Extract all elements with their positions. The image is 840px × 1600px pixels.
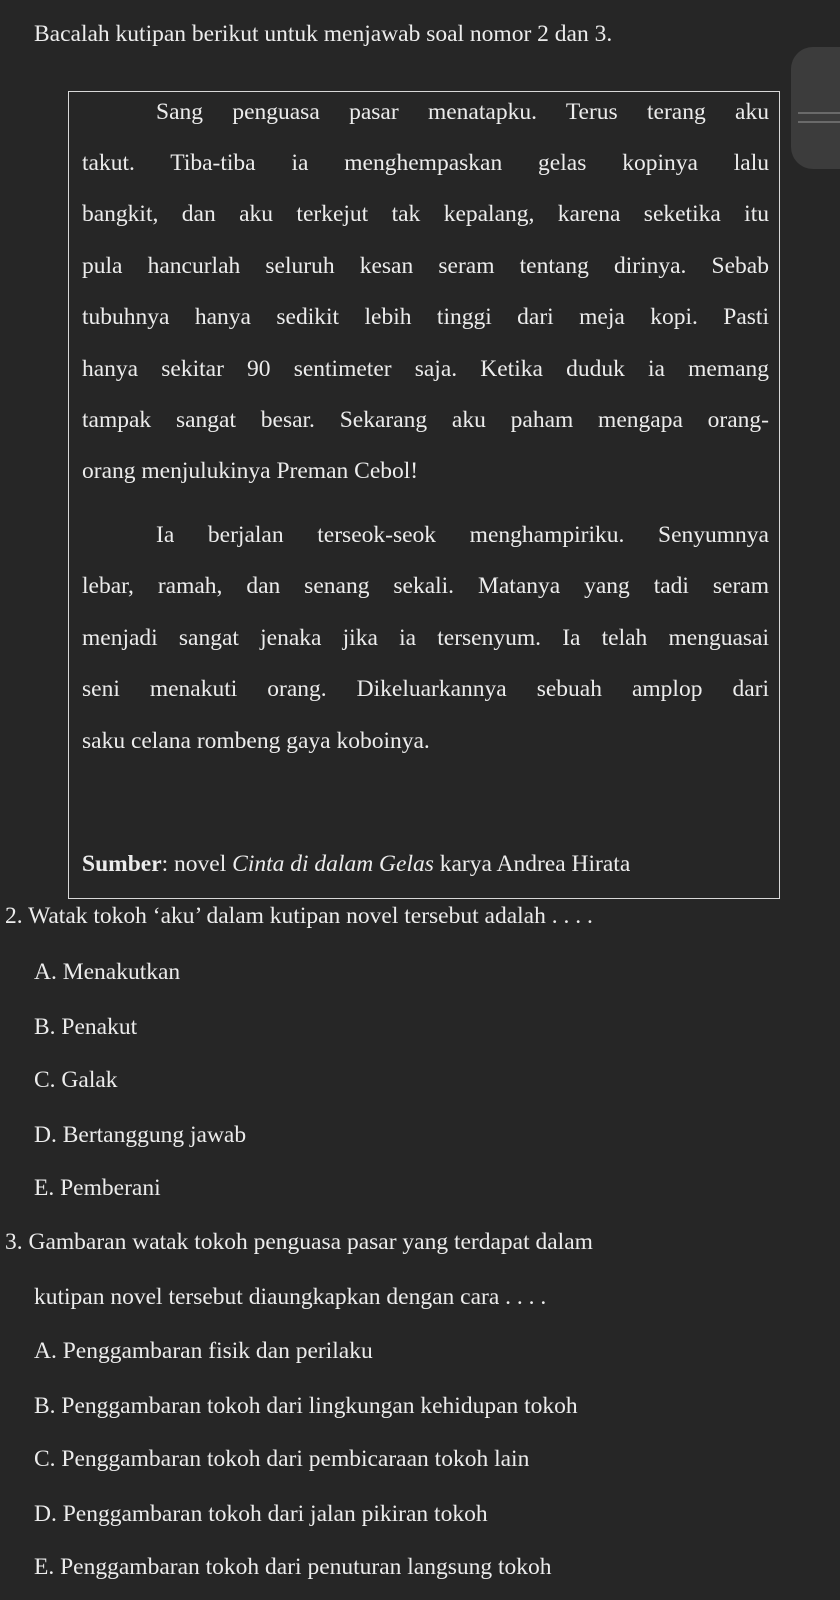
source-title: Cinta di dalam Gelas — [232, 851, 434, 877]
q3-option-c[interactable]: C. Penggambaran tokoh dari pembicaraan tokoh lain — [34, 1446, 530, 1472]
source-suffix: karya Andrea Hirata — [433, 851, 631, 877]
passage-line: tubuhnya hanya sedikit lebih tinggi dari meja kopi. Pasti — [82, 304, 769, 330]
passage-line: seni menakuti orang. Dikeluarkannya sebuah amplop dari — [82, 676, 769, 702]
passage-line: takut. Tiba-tiba ia menghempaskan gelas kopinya lalu — [82, 150, 769, 176]
source-label: Sumber — [82, 851, 162, 877]
source-prefix: : novel — [161, 851, 233, 877]
question-2-text: 2. Watak tokoh ‘aku’ dalam kutipan novel tersebut adalah . . . . — [5, 903, 593, 929]
q2-option-d[interactable]: D. Bertanggung jawab — [34, 1122, 247, 1148]
q3-option-e[interactable]: E. Penggambaran tokoh dari penuturan langsung tokoh — [34, 1554, 552, 1580]
question-3-text-cont: kutipan novel tersebut diaungkapkan dengan cara . . . . — [34, 1284, 547, 1310]
passage-line: orang menjulukinya Preman Cebol! — [82, 458, 419, 484]
q2-option-a[interactable]: A. Menakutkan — [34, 959, 181, 985]
q2-option-e[interactable]: E. Pemberani — [34, 1175, 161, 1201]
q3-option-d[interactable]: D. Penggambaran tokoh dari jalan pikiran tokoh — [34, 1501, 488, 1527]
passage-line: tampak sangat besar. Sekarang aku paham mengapa orang- — [82, 407, 769, 433]
passage-line: saku celana rombeng gaya koboinya. — [82, 728, 430, 754]
q3-option-b[interactable]: B. Penggambaran tokoh dari lingkungan kehidupan tokoh — [34, 1393, 578, 1419]
question-3-text: 3. Gambaran watak tokoh penguasa pasar yang terdapat dalam — [5, 1229, 593, 1255]
q2-option-c[interactable]: C. Galak — [34, 1067, 118, 1093]
instruction-text: Bacalah kutipan berikut untuk menjawab soal nomor 2 dan 3. — [34, 21, 613, 47]
passage-line: menjadi sangat jenaka jika ia tersenyum. Ia telah menguasai — [82, 625, 769, 651]
q3-option-a[interactable]: A. Penggambaran fisik dan perilaku — [34, 1338, 373, 1364]
passage-line: Sang penguasa pasar menatapku. Terus terang aku — [156, 99, 769, 125]
passage-line: Ia berjalan terseok-seok menghampiriku. Senyumnya — [156, 522, 769, 548]
passage-source — [82, 850, 630, 878]
passage-line: pula hancurlah seluruh kesan seram tentang dirinya. Sebab — [82, 253, 769, 279]
passage-line: hanya sekitar 90 sentimeter saja. Ketika duduk ia memang — [82, 356, 769, 382]
q2-option-b[interactable]: B. Penakut — [34, 1014, 138, 1040]
side-drag-handle[interactable] — [791, 47, 840, 169]
passage-line: lebar, ramah, dan senang sekali. Matanya yang tadi seram — [82, 573, 769, 599]
drag-handle-icon — [798, 112, 840, 123]
passage-line: bangkit, dan aku terkejut tak kepalang, karena seketika itu — [82, 201, 769, 227]
